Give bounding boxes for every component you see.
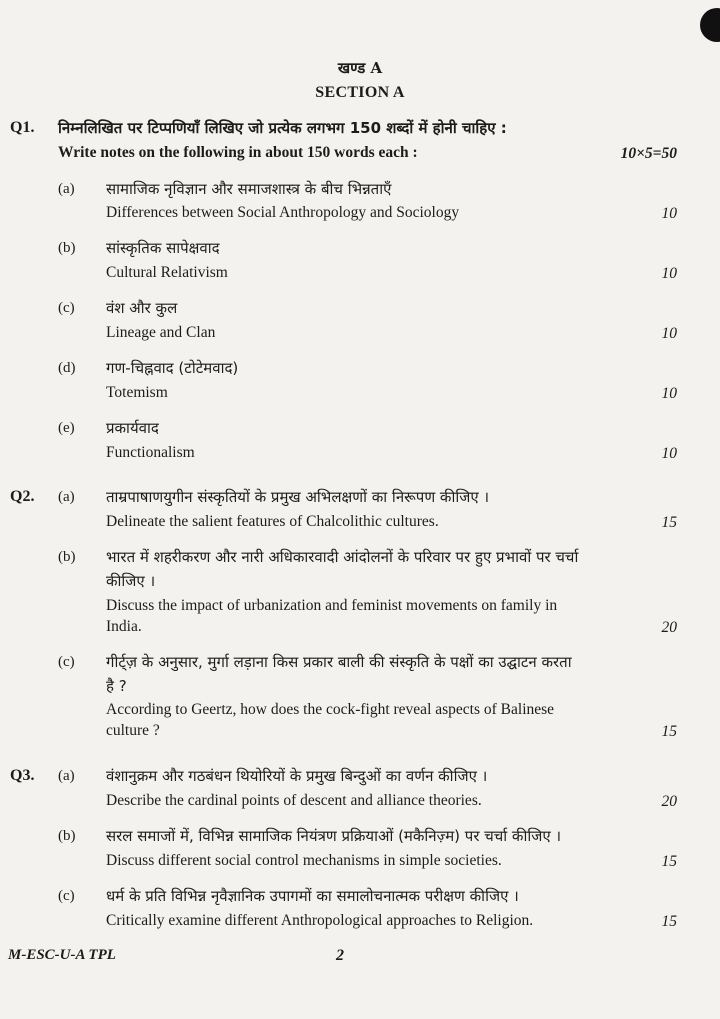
q2b-english-line2: India. — [106, 618, 142, 635]
q1a-label: (a) — [58, 181, 75, 197]
q2c-marks: 15 — [661, 723, 677, 740]
q1b-english: Cultural Relativism — [106, 264, 228, 281]
q2a-marks: 15 — [661, 514, 677, 531]
q2c-hindi-line2: है ? — [106, 677, 127, 695]
q2c-hindi-line1: गीर्ट्ज़ के अनुसार, मुर्गा लड़ाना किस प्रकार बाली की संस्कृति के पक्षों का उद्घाटन करता — [106, 653, 572, 671]
q2b-marks: 20 — [661, 619, 677, 636]
q2a-english: Delineate the salient features of Chalcolithic cultures. — [106, 513, 439, 530]
corner-punch-mark — [700, 8, 720, 42]
q1a-marks: 10 — [661, 205, 677, 222]
q1d-marks: 10 — [661, 385, 677, 402]
q1e-english: Functionalism — [106, 444, 195, 461]
q2b-english-line1: Discuss the impact of urbanization and feminist movements on family in — [106, 597, 558, 614]
q1-total-marks: 10×5=50 — [620, 145, 677, 162]
q3b-label: (b) — [58, 828, 76, 844]
q2b-hindi-line2: कीजिए । — [106, 572, 156, 590]
q1b-hindi: सांस्कृतिक सापेक्षवाद — [106, 239, 220, 257]
q1d-hindi: गण-चिह्नवाद (टोटेमवाद) — [106, 359, 239, 377]
q3a-english: Describe the cardinal points of descent and alliance theories. — [106, 792, 482, 809]
q1c-label: (c) — [58, 300, 75, 316]
q1b-label: (b) — [58, 240, 76, 256]
q3b-marks: 15 — [661, 853, 677, 870]
q2c-label: (c) — [58, 654, 75, 670]
q3c-hindi: धर्म के प्रति विभिन्न नृवैज्ञानिक उपागमों का समालोचनात्मक परीक्षण कीजिए । — [106, 887, 519, 905]
q1c-english: Lineage and Clan — [106, 324, 216, 341]
q1e-label: (e) — [58, 420, 75, 436]
q1a-hindi: सामाजिक नृविज्ञान और समाजशास्त्र के बीच भिन्नताएँ — [106, 180, 392, 198]
q3c-marks: 15 — [661, 913, 677, 930]
q3a-hindi: वंशानुक्रम और गठबंधन थियोरियों के प्रमुख बिन्दुओं का वर्णन कीजिए । — [106, 767, 488, 785]
q1-english-instruction: Write notes on the following in about 150 words each : — [58, 144, 418, 161]
q1c-marks: 10 — [661, 325, 677, 342]
q2b-label: (b) — [58, 549, 76, 565]
q1e-hindi: प्रकार्यवाद — [106, 419, 159, 437]
q1a-english: Differences between Social Anthropology and Sociology — [106, 204, 460, 221]
q2c-english-line2: culture ? — [106, 722, 160, 739]
page-number: 2 — [336, 947, 344, 964]
q3a-marks: 20 — [661, 793, 677, 810]
q3b-hindi: सरल समाजों में, विभिन्न सामाजिक नियंत्रण प्रक्रियाओं (मकैनिज़्म) पर चर्चा कीजिए । — [106, 827, 562, 845]
section-heading: SECTION A — [315, 84, 405, 101]
q1-number: Q1. — [10, 119, 35, 136]
q2c-english-line1: According to Geertz, how does the cock-fight reveal aspects of Balinese — [106, 701, 555, 718]
paper-code: M-ESC-U-A TPL — [8, 947, 116, 963]
q1d-english: Totemism — [106, 384, 168, 401]
q2a-hindi: ताम्रपाषाणयुगीन संस्कृतियों के प्रमुख अभिलक्षणों का निरूपण कीजिए । — [106, 488, 490, 506]
q1e-marks: 10 — [661, 445, 677, 462]
q1c-hindi: वंश और कुल — [106, 299, 178, 317]
q1d-label: (d) — [58, 360, 76, 376]
q3-number: Q3. — [10, 767, 35, 784]
q2a-label: (a) — [58, 489, 75, 505]
q2b-hindi-line1: भारत में शहरीकरण और नारी अधिकारवादी आंदोलनों के परिवार पर हुए प्रभावों पर चर्चा — [106, 548, 579, 566]
q3c-english: Critically examine different Anthropological approaches to Religion. — [106, 912, 534, 929]
q2-number: Q2. — [10, 488, 35, 505]
q3a-label: (a) — [58, 768, 75, 784]
q1-hindi-instruction: निम्नलिखित पर टिप्पणियाँ लिखिए जो प्रत्येक लगभग 150 शब्दों में होनी चाहिए : — [58, 119, 507, 137]
q3c-label: (c) — [58, 888, 75, 904]
q1b-marks: 10 — [661, 265, 677, 282]
khand-heading: खण्ड A — [337, 59, 383, 77]
q3b-english: Discuss different social control mechanisms in simple societies. — [106, 852, 502, 869]
